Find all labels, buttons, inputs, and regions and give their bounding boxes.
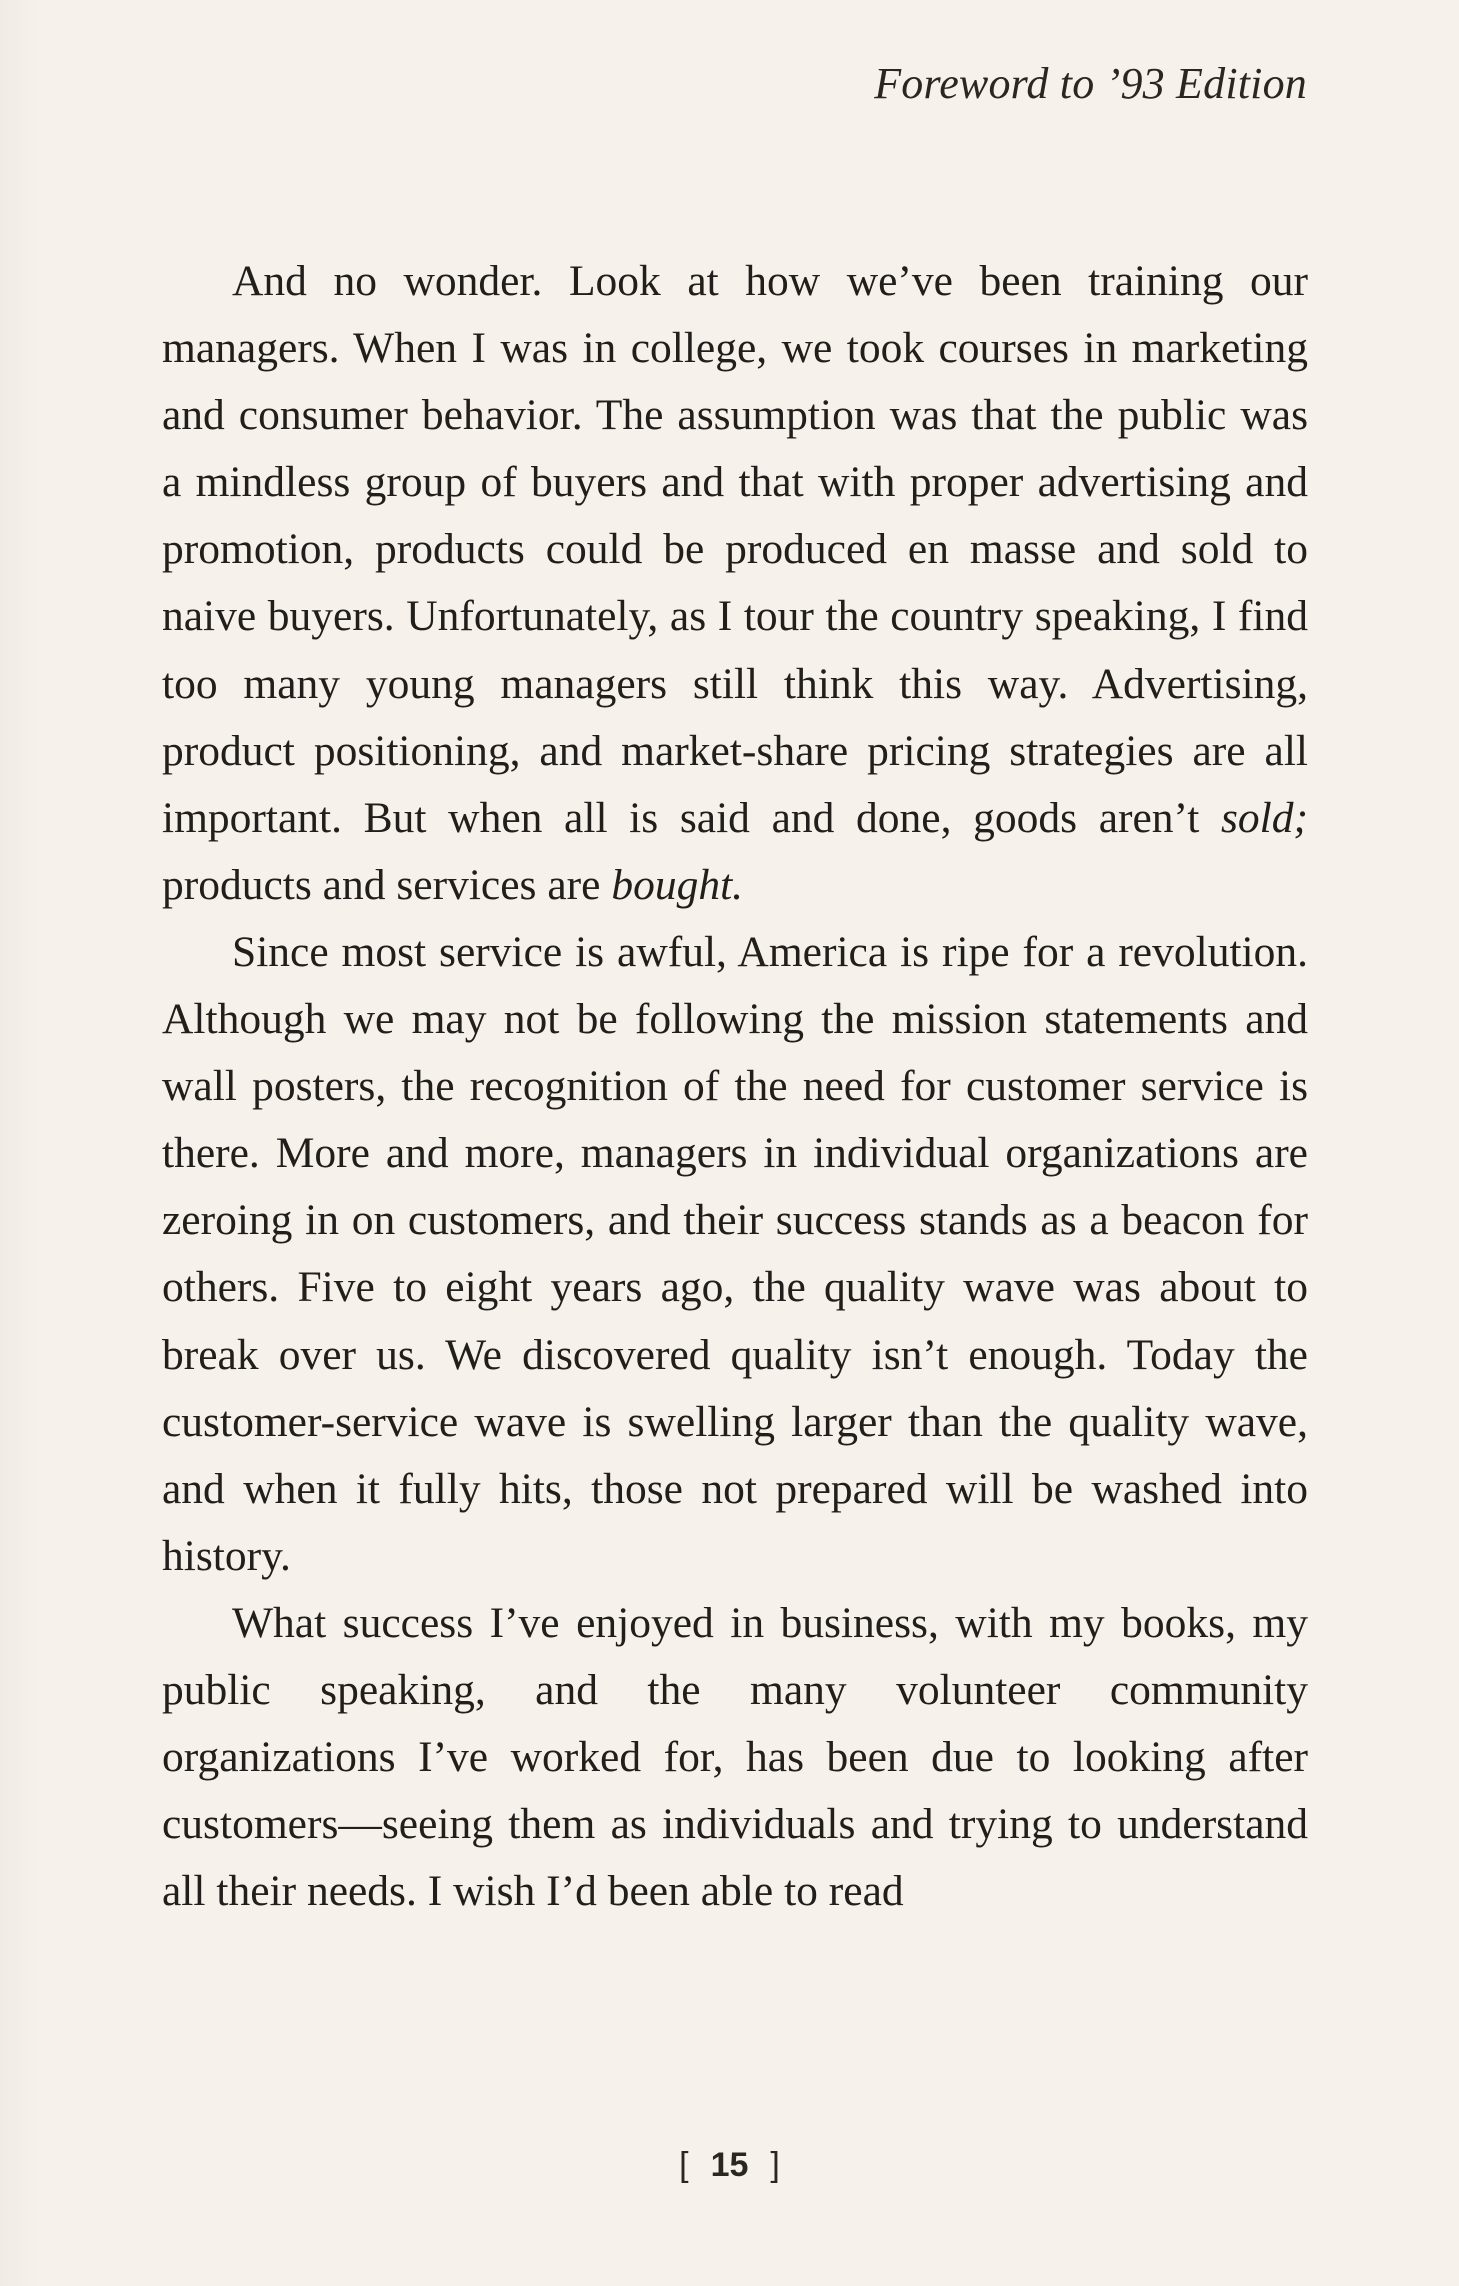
paragraph-2 [162,919,1308,1590]
page-number [0,2146,1459,2185]
page-number-close-bracket: ] [770,2146,780,2184]
body-text [162,248,1308,1925]
paragraph-1-italic-bought: bought. [611,860,744,909]
paragraph-1-text-1: And no wonder. Look at how we’ve been training our managers. When I was in college, we took courses in marketing and consumer behavior. The assumption was that the public was a mindless group of buyers and that with proper advertising and promotion, products could be produced en masse and sold to naive buyers. Unfortunately, as I tour the country speaking, I find too many young managers still think this way. Advertising, product positioning, and market-share pricing strategies are all important. But when all is said and done, goods aren’t [162,257,1308,842]
page-number-open-bracket: [ [679,2146,689,2184]
paragraph-1 [162,248,1308,919]
paragraph-1-text-2: products and services are [162,860,612,909]
page-number-value: 15 [710,2146,749,2184]
paragraph-1-italic-sold: sold; [1221,793,1308,842]
paragraph-3 [162,1590,1308,1925]
paragraph-3-text: What success I’ve enjoyed in business, with my books, my public speaking, and the many volunteer community organizations I’ve worked for, has been due to looking after customers—seeing them as individuals and trying to understand all their needs. I wish I’d been able to read [162,1598,1308,1916]
running-head: Foreword to ’93 Edition [874,59,1307,108]
paragraph-2-text: Since most service is awful, America is ripe for a revolution. Although we may not be following the mission statements and wall posters, the recognition of the need for customer service is there. More and more, managers in individual organizations are zeroing in on customers, and their success stands as a beacon for others. Five to eight years ago, the quality wave was about to break over us. We discovered quality isn’t enough. Today the customer-service wave is swelling larger than the quality wave, and when it fully hits, those not prepared will be washed into history. [162,927,1308,1580]
